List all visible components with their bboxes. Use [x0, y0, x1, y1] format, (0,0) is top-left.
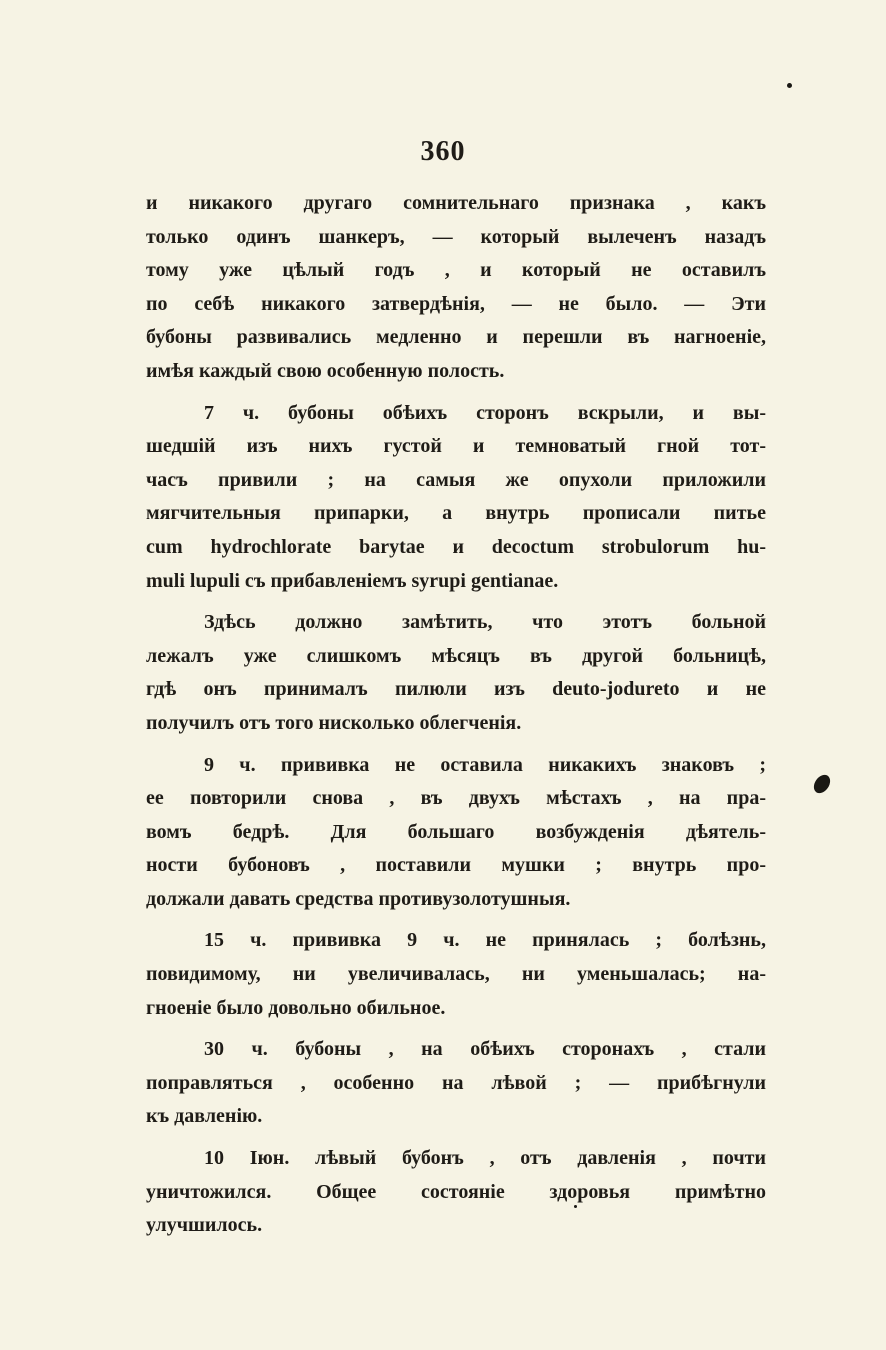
- text-line: часъ привили ; на самыя же опухоли приложили: [146, 468, 766, 491]
- page-number: 360: [420, 136, 466, 167]
- text-line: поправляться , особенно на лѣвой ; — прибѣгнули: [146, 1071, 766, 1094]
- text-line: вомъ бедрѣ. Для большаго возбужденія дѣятель-: [146, 820, 766, 843]
- text-line: тому уже цѣлый годъ , и который не оставилъ: [146, 259, 766, 282]
- text-line: ности бубоновъ , поставили мушки ; внутрь про-: [146, 854, 766, 877]
- text-line: по себѣ никакого затвердѣнія, — не было. — Эти: [146, 292, 766, 315]
- text-line: уничтожился. Общее состояніе здоровья примѣтно: [146, 1180, 766, 1203]
- text-line: имѣя каждый свою особенную полость.: [146, 359, 505, 382]
- text-line: мягчительныя припарки, а внутрь прописали питье: [146, 502, 766, 525]
- text-line: улучшилось.: [146, 1214, 263, 1237]
- text-line: и никакого другаго сомнительнаго признака , какъ: [146, 192, 766, 214]
- text-line: 15 ч. прививка 9 ч. не принялась ; болѣзнь,: [204, 929, 766, 952]
- text-line: cum hydrochlorate barytae и decoctum strobulorum hu-: [146, 535, 766, 558]
- text-line: 10 Іюн. лѣвый бубонъ , отъ давленія , почти: [204, 1147, 766, 1170]
- paragraph-7: [146, 1142, 766, 1243]
- text-line: 30 ч. бубоны , на обѣихъ сторонахъ , стали: [204, 1038, 766, 1061]
- paragraph-6: [146, 1033, 766, 1134]
- text-line: лежалъ уже слишкомъ мѣсяцъ въ другой больницѣ,: [146, 644, 766, 667]
- text-line: 9 ч. прививка не оставила никакихъ знаковъ ;: [204, 753, 766, 776]
- text-line: получилъ отъ того нисколько облегченія.: [146, 711, 522, 734]
- text-line: Здѣсь должно замѣтить, что этотъ больной: [204, 611, 766, 634]
- ink-blot: [811, 772, 834, 796]
- text-line: только одинъ шанкеръ, — который вылеченъ назадъ: [146, 225, 766, 248]
- text-line: къ давленію.: [146, 1105, 263, 1128]
- ink-speck: [574, 1205, 577, 1208]
- text-line: бубоны развивались медленно и перешли въ нагноеніе,: [146, 326, 766, 349]
- paragraph-5: [146, 924, 766, 1025]
- text-line: повидимому, ни увеличивалась, ни уменьшалась; на-: [146, 963, 766, 986]
- text-line: 7 ч. бубоны обѣихъ сторонъ вскрыли, и вы-: [204, 401, 766, 424]
- text-line: muli lupuli съ прибавленіемъ syrupi gentianae.: [146, 569, 559, 592]
- paragraph-1: [146, 187, 766, 389]
- paragraph-4: [146, 749, 766, 917]
- text-line: должали давать средства противузолотушныя.: [146, 887, 571, 910]
- text-line: шедшій изъ нихъ густой и темноватый гной тот-: [146, 435, 766, 458]
- body-text: [146, 187, 766, 1251]
- paragraph-3: [146, 606, 766, 740]
- ink-speck: [787, 83, 792, 88]
- text-line: гдѣ онъ принималъ пилюли изъ deuto-joduretо и не: [146, 678, 766, 701]
- text-line: ее повторили снова , въ двухъ мѣстахъ , на пра-: [146, 787, 766, 810]
- paragraph-2: [146, 397, 766, 599]
- text-line: гноеніе было довольно обильное.: [146, 996, 446, 1019]
